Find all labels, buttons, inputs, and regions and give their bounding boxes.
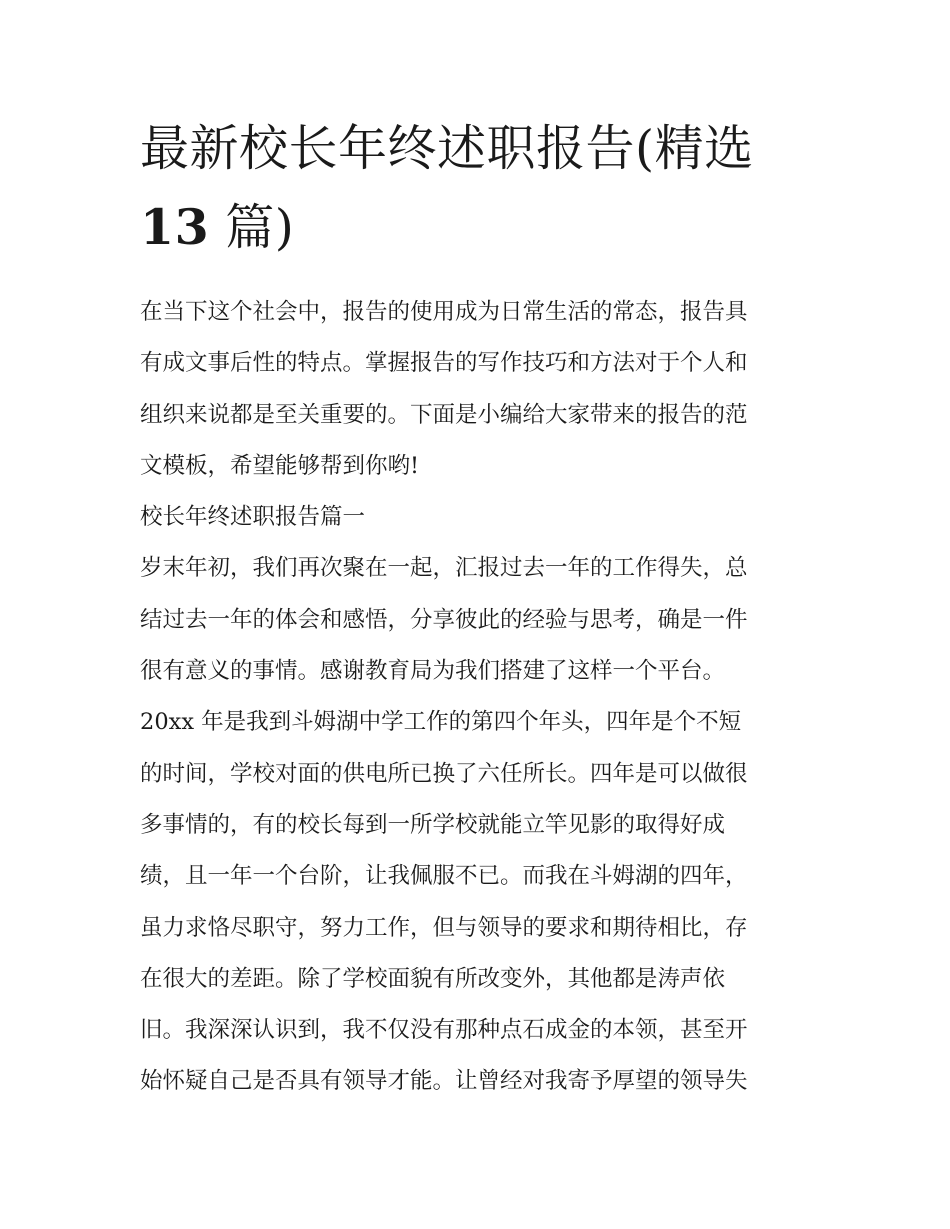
- title-line-1: 最新校长年终述职报告(精选: [140, 120, 754, 177]
- title-number: 13: [140, 198, 210, 256]
- body-line: 旧。我深深认识到，我不仅没有那种点石成金的本领，甚至开: [140, 1017, 748, 1044]
- body-line: 始怀疑自己是否具有领导才能。让曾经对我寄予厚望的领导失: [140, 1068, 748, 1095]
- intro-line: 有成文事后性的特点。掌握报告的写作技巧和方法对于个人和: [140, 350, 748, 377]
- body-line: 在很大的差距。除了学校面貌有所改变外，其他都是涛声依: [140, 965, 726, 992]
- body-paragraph-1: [140, 543, 820, 697]
- body-paragraph-2: [140, 697, 820, 1107]
- body-line: 绩，且一年一个台阶，让我佩服不已。而我在斗姆湖的四年，: [140, 863, 748, 890]
- body-line: 岁末年初，我们再次聚在一起，汇报过去一年的工作得失，总: [140, 555, 748, 582]
- body-line: 很有意义的事情。感谢教育局为我们搭建了这样一个平台。: [140, 658, 726, 685]
- body-line: 20xx 年是我到斗姆湖中学工作的第四个年头，四年是个不短: [140, 709, 742, 736]
- body-line: 结过去一年的体会和感悟，分享彼此的经验与思考，确是一件: [140, 606, 748, 633]
- body-line: 虽力求恪尽职守，努力工作，但与领导的要求和期待相比，存: [140, 914, 748, 941]
- section-heading: 校长年终述职报告篇一: [140, 504, 366, 531]
- body-line: 多事情的，有的校长每到一所学校就能立竿见影的取得好成: [140, 811, 726, 838]
- body-line: 的时间，学校对面的供电所已换了六任所长。四年是可以做很: [140, 760, 748, 787]
- intro-line: 在当下这个社会中，报告的使用成为日常生活的常态，报告具: [140, 299, 748, 325]
- document-content: [140, 110, 820, 1108]
- title-suffix: 篇): [225, 199, 295, 256]
- document-title: [140, 110, 820, 267]
- intro-paragraph: [140, 287, 820, 492]
- document-body: [140, 287, 820, 1108]
- intro-line: 组织来说都是至关重要的。下面是小编给大家带来的报告的范: [140, 401, 748, 428]
- intro-line: 文模板，希望能够帮到你哟!: [140, 452, 420, 479]
